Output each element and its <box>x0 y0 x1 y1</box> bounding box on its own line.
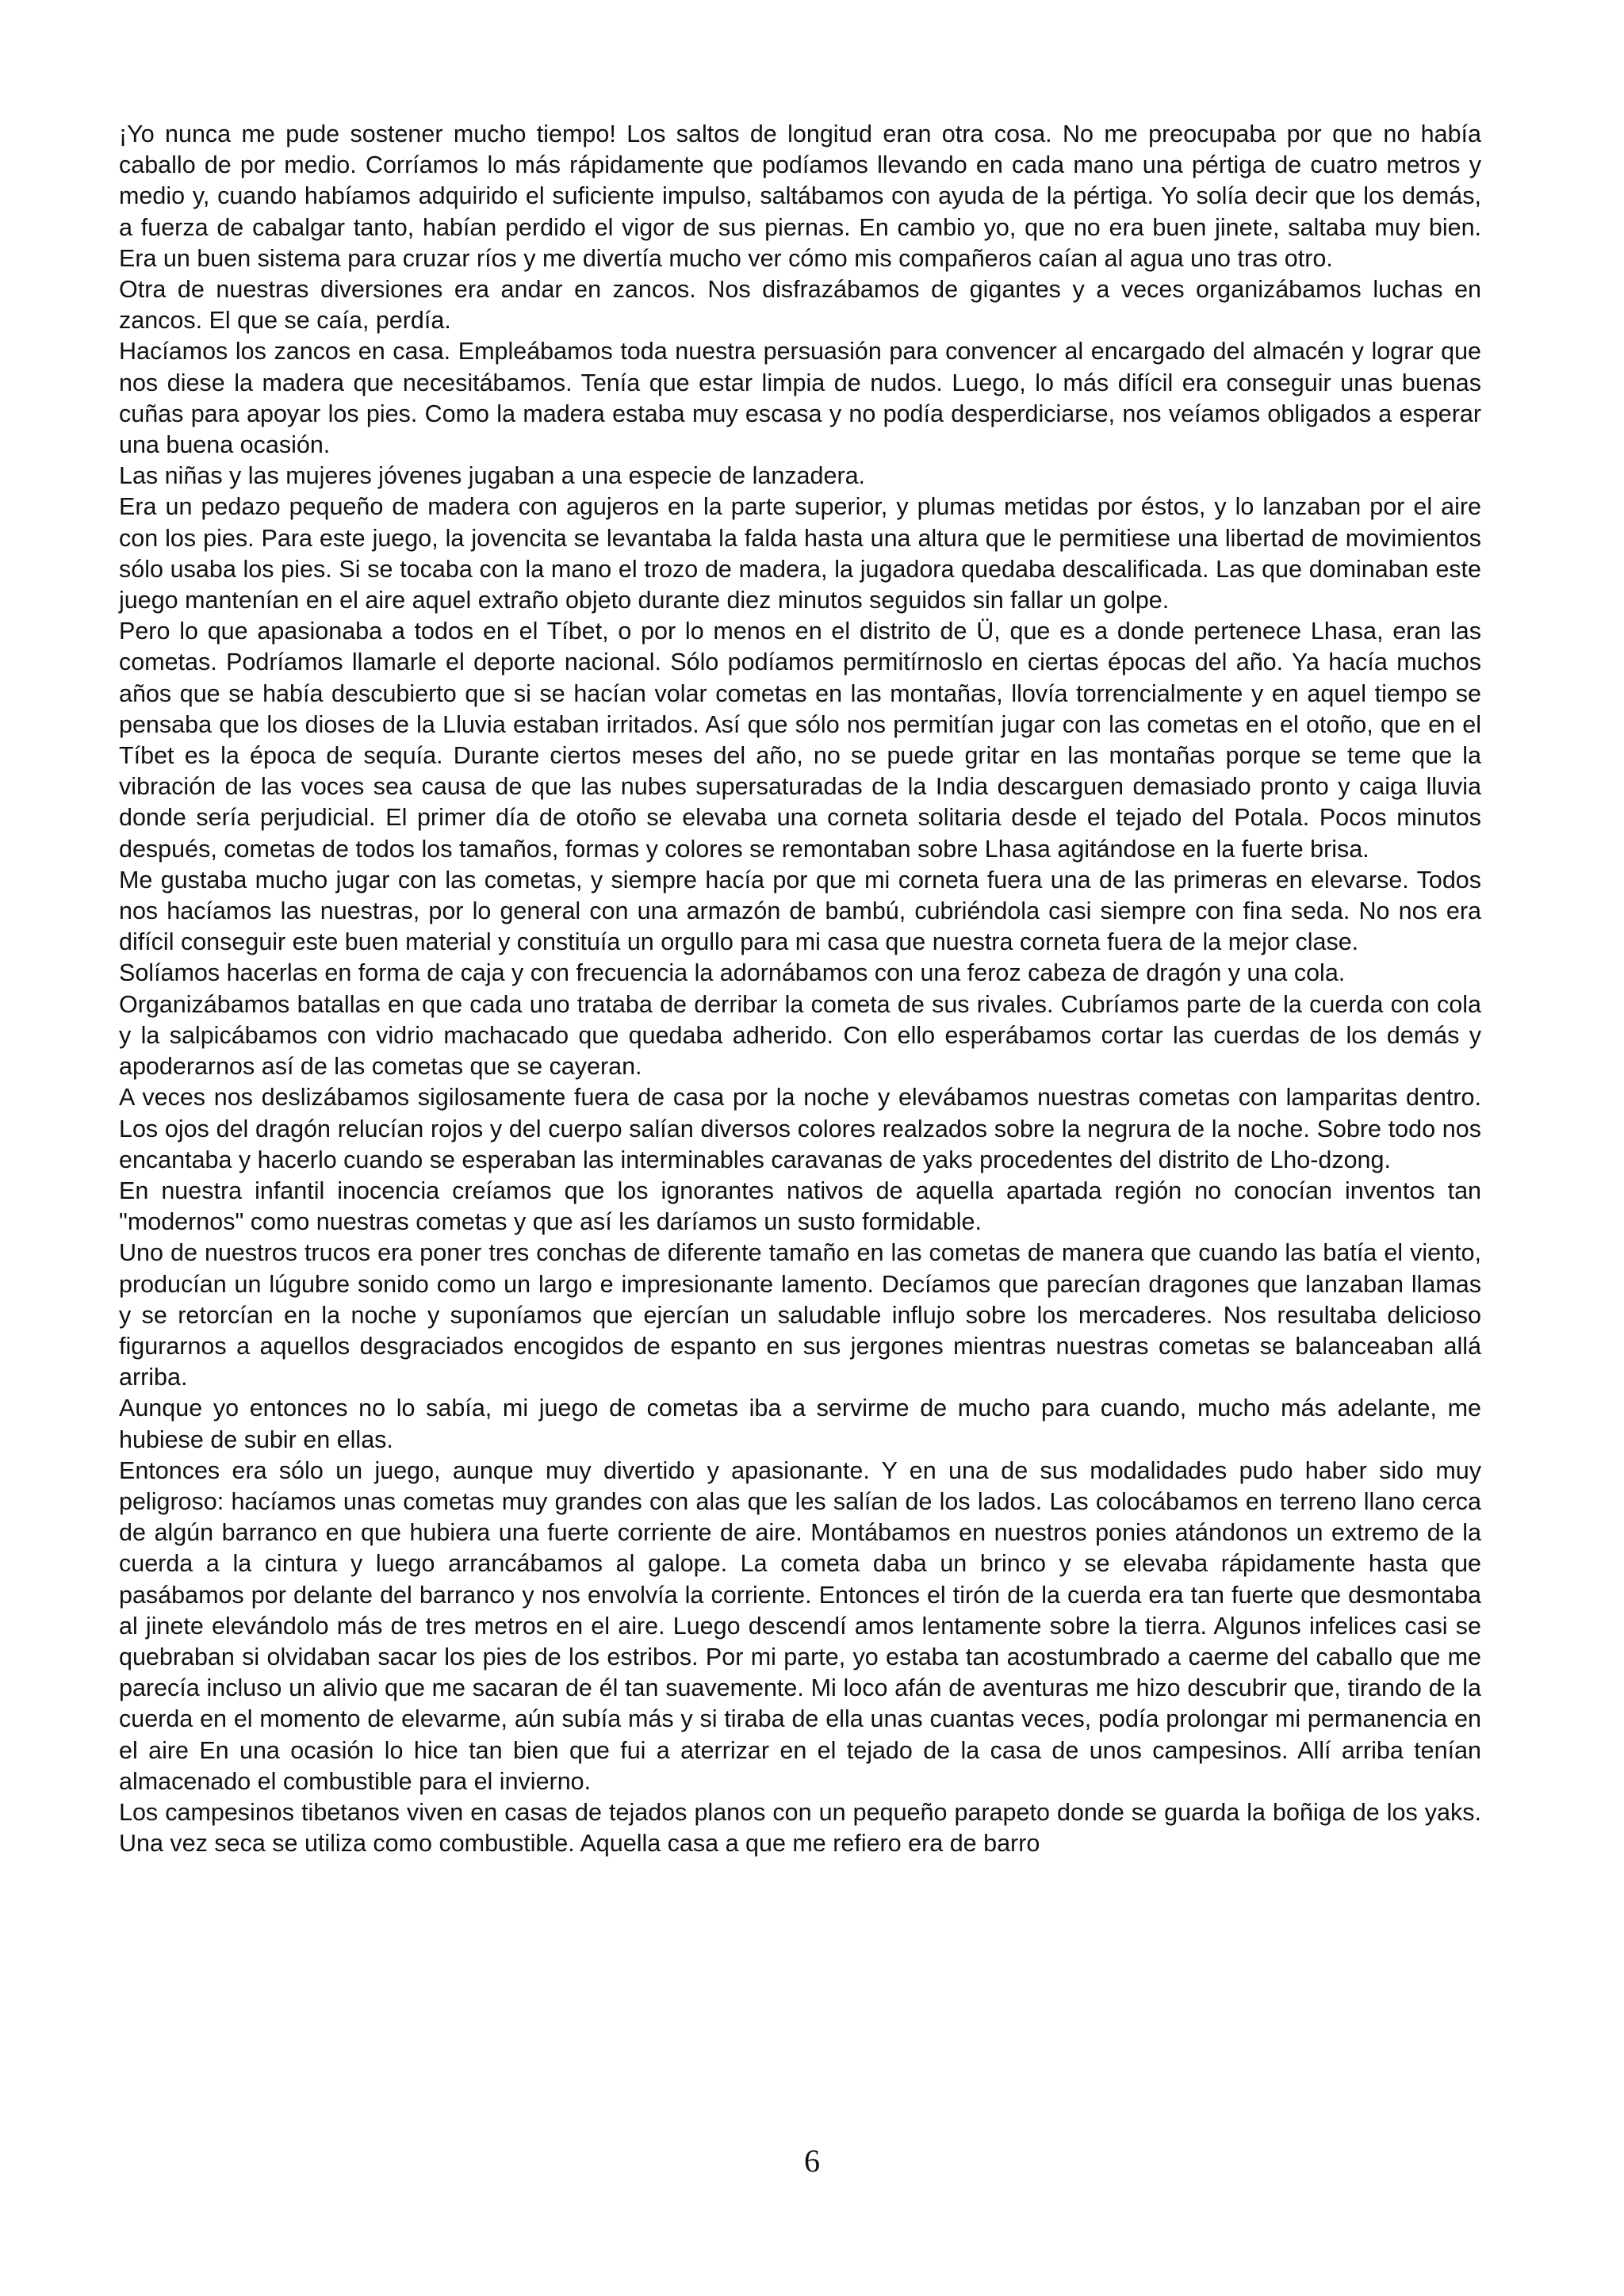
paragraph-15: Los campesinos tibetanos viven en casas de tejados planos con un pequeño parapeto donde se guarda la boñiga de los yaks. Una vez seca se utiliza como combustible. Aquella casa a que me refiero era de barro <box>119 1798 1481 1858</box>
body-text <box>119 119 1481 1859</box>
paragraph-14: Entonces era sólo un juego, aunque muy divertido y apasionante. Y en una de sus modalidades pudo haber sido muy peligroso: hacíamos unas cometas muy grandes con alas que les salían de los lados. Las colocábamos en terreno llano cerca de algún barranco en que hubiera una fuerte corriente de aire. Montábamos en nuestros ponies atándonos un extremo de la cuerda a la cintura y luego arrancábamos al galope. La cometa daba un brinco y se elevaba rápidamente hasta que pasábamos por delante del barranco y nos envolvía la corriente. Entonces el tirón de la cuerda era tan fuerte que desmontaba al jinete elevándolo más de tres metros en el aire. Luego descendí amos lentamente sobre la tierra. Algunos infelices casi se quebraban si olvidaban sacar los pies de los estribos. Por mi parte, yo estaba tan acostumbrado a caerme del caballo que me parecía incluso un alivio que me sacaran de él tan suavemente. Mi loco afán de aventuras me hizo descubrir que, tirando de la cuerda en el momento de elevarme, aún subía más y si tiraba de ella unas cuantas veces, podía prolongar mi permanencia en el aire En una ocasión lo hice tan bien que fui a aterrizar en el tejado de la casa de unos campesinos. Allí arriba tenían almacenado el combustible para el invierno. <box>119 1456 1481 1795</box>
paragraph-3: Hacíamos los zancos en casa. Empleábamos toda nuestra persuasión para convencer al encargado del almacén y lograr que nos diese la madera que necesitábamos. Tenía que estar limpia de nudos. Luego, lo más difícil era conseguir unas buenas cuñas para apoyar los pies. Como la madera estaba muy escasa y no podía desperdiciarse, nos veíamos obligados a esperar una buena ocasión. <box>119 338 1481 459</box>
paragraph-1: ¡Yo nunca me pude sostener mucho tiempo! Los saltos de longitud eran otra cosa. No me preocupaba por que no había caballo de por medio. Corríamos lo más rápidamente que podíamos llevando en cada mano una pértiga de cuatro metros y medio y, cuando habíamos adquirido el suficiente impulso, saltábamos con ayuda de la pértiga. Yo solía decir que los demás, a fuerza de cabalgar tanto, habían perdido el vigor de sus piernas. En cambio yo, que no era buen jinete, saltaba muy bien. Era un buen sistema para cruzar ríos y me divertía mucho ver cómo mis compañeros caían al agua uno tras otro. <box>119 121 1481 272</box>
page-number: 6 <box>804 2143 820 2179</box>
paragraph-9: Organizábamos batallas en que cada uno trataba de derribar la cometa de sus rivales. Cubríamos parte de la cuerda con cola y la salpicábamos con vidrio machacado que quedaba adherido. Con ello esperábamos cortar las cuerdas de los demás y apoderarnos así de las cometas que se cayeran. <box>119 990 1481 1081</box>
paragraph-10: A veces nos deslizábamos sigilosamente fuera de casa por la noche y elevábamos nuestras cometas con lamparitas dentro. Los ojos del dragón relucían rojos y del cuerpo salían diversos colores realzados sobre la negrura de la noche. Sobre todo nos encantaba y hacerlo cuando se esperaban las interminables caravanas de yaks procedentes del distrito de Lho-dzong. <box>119 1084 1481 1173</box>
paragraph-11: En nuestra infantil inocencia creíamos que los ignorantes nativos de aquella apartada región no conocían inventos tan "modernos" como nuestras cometas y que así les daríamos un susto formidable. <box>119 1177 1481 1236</box>
paragraph-6: Pero lo que apasionaba a todos en el Tíbet, o por lo menos en el distrito de Ü, que es a donde pertenece Lhasa, eran las cometas. Podríamos llamarle el deporte nacional. Sólo podíamos permitírnoslo en ciertas épocas del año. Ya hacía muchos años que se había descubierto que si se hacían volar cometas en las montañas, llovía torrencialmente y en aquel tiempo se pensaba que los dioses de la Lluvia estaban irritados. Así que sólo nos permitían jugar con las cometas en el otoño, que en el Tíbet es la época de sequía. Durante ciertos meses del año, no se puede gritar en las montañas porque se teme que la vibración de las voces sea causa de que las nubes supersaturadas de la India descarguen demasiado pronto y caiga lluvia donde sería perjudicial. El primer día de otoño se elevaba una corneta solitaria desde el tejado del Potala. Pocos minutos después, cometas de todos los tamaños, formas y colores se remontaban sobre Lhasa agitándose en la fuerte brisa. <box>119 618 1481 863</box>
paragraph-4: Las niñas y las mujeres jóvenes jugaban a una especie de lanzadera. <box>119 462 866 490</box>
paragraph-13: Aunque yo entonces no lo sabía, mi juego de cometas iba a servirme de mucho para cuando, mucho más adelante, me hubiese de subir en ellas. <box>119 1395 1481 1453</box>
paragraph-2: Otra de nuestras diversiones era andar en zancos. Nos disfrazábamos de gigantes y a veces organizábamos luchas en zancos. El que se caía, perdía. <box>119 276 1481 335</box>
paragraph-12: Uno de nuestros trucos era poner tres conchas de diferente tamaño en las cometas de manera que cuando las batía el viento, producían un lúgubre sonido como un largo e impresionante lamento. Decíamos que parecían dragones que lanzaban llamas y se retorcían en la noche y suponíamos que ejercían un saludable influjo sobre los mercaderes. Nos resultaba delicioso figurarnos a aquellos desgraciados encogidos de espanto en sus jergones mientras nuestras cometas se balanceaban allá arriba. <box>119 1239 1481 1391</box>
paragraph-7: Me gustaba mucho jugar con las cometas, y siempre hacía por que mi corneta fuera una de las primeras en elevarse. Todos nos hacíamos las nuestras, por lo general con una armazón de bambú, cubriéndola casi siempre con fina seda. No nos era difícil conseguir este buen material y constituía un orgullo para mi casa que nuestra corneta fuera de la mejor clase. <box>119 866 1481 956</box>
paragraph-5: Era un pedazo pequeño de madera con agujeros en la parte superior, y plumas metidas por éstos, y lo lanzaban por el aire con los pies. Para este juego, la jovencita se levantaba la falda hasta una altura que le permitiese una libertad de movimientos sólo usaba los pies. Si se tocaba con la mano el trozo de madera, la jugadora quedaba descalificada. Las que dominaban este juego mantenían en el aire aquel extraño objeto durante diez minutos seguidos sin fallar un golpe. <box>119 493 1481 614</box>
paragraph-8: Solíamos hacerlas en forma de caja y con frecuencia la adornábamos con una feroz cabeza de dragón y una cola. <box>119 959 1346 987</box>
